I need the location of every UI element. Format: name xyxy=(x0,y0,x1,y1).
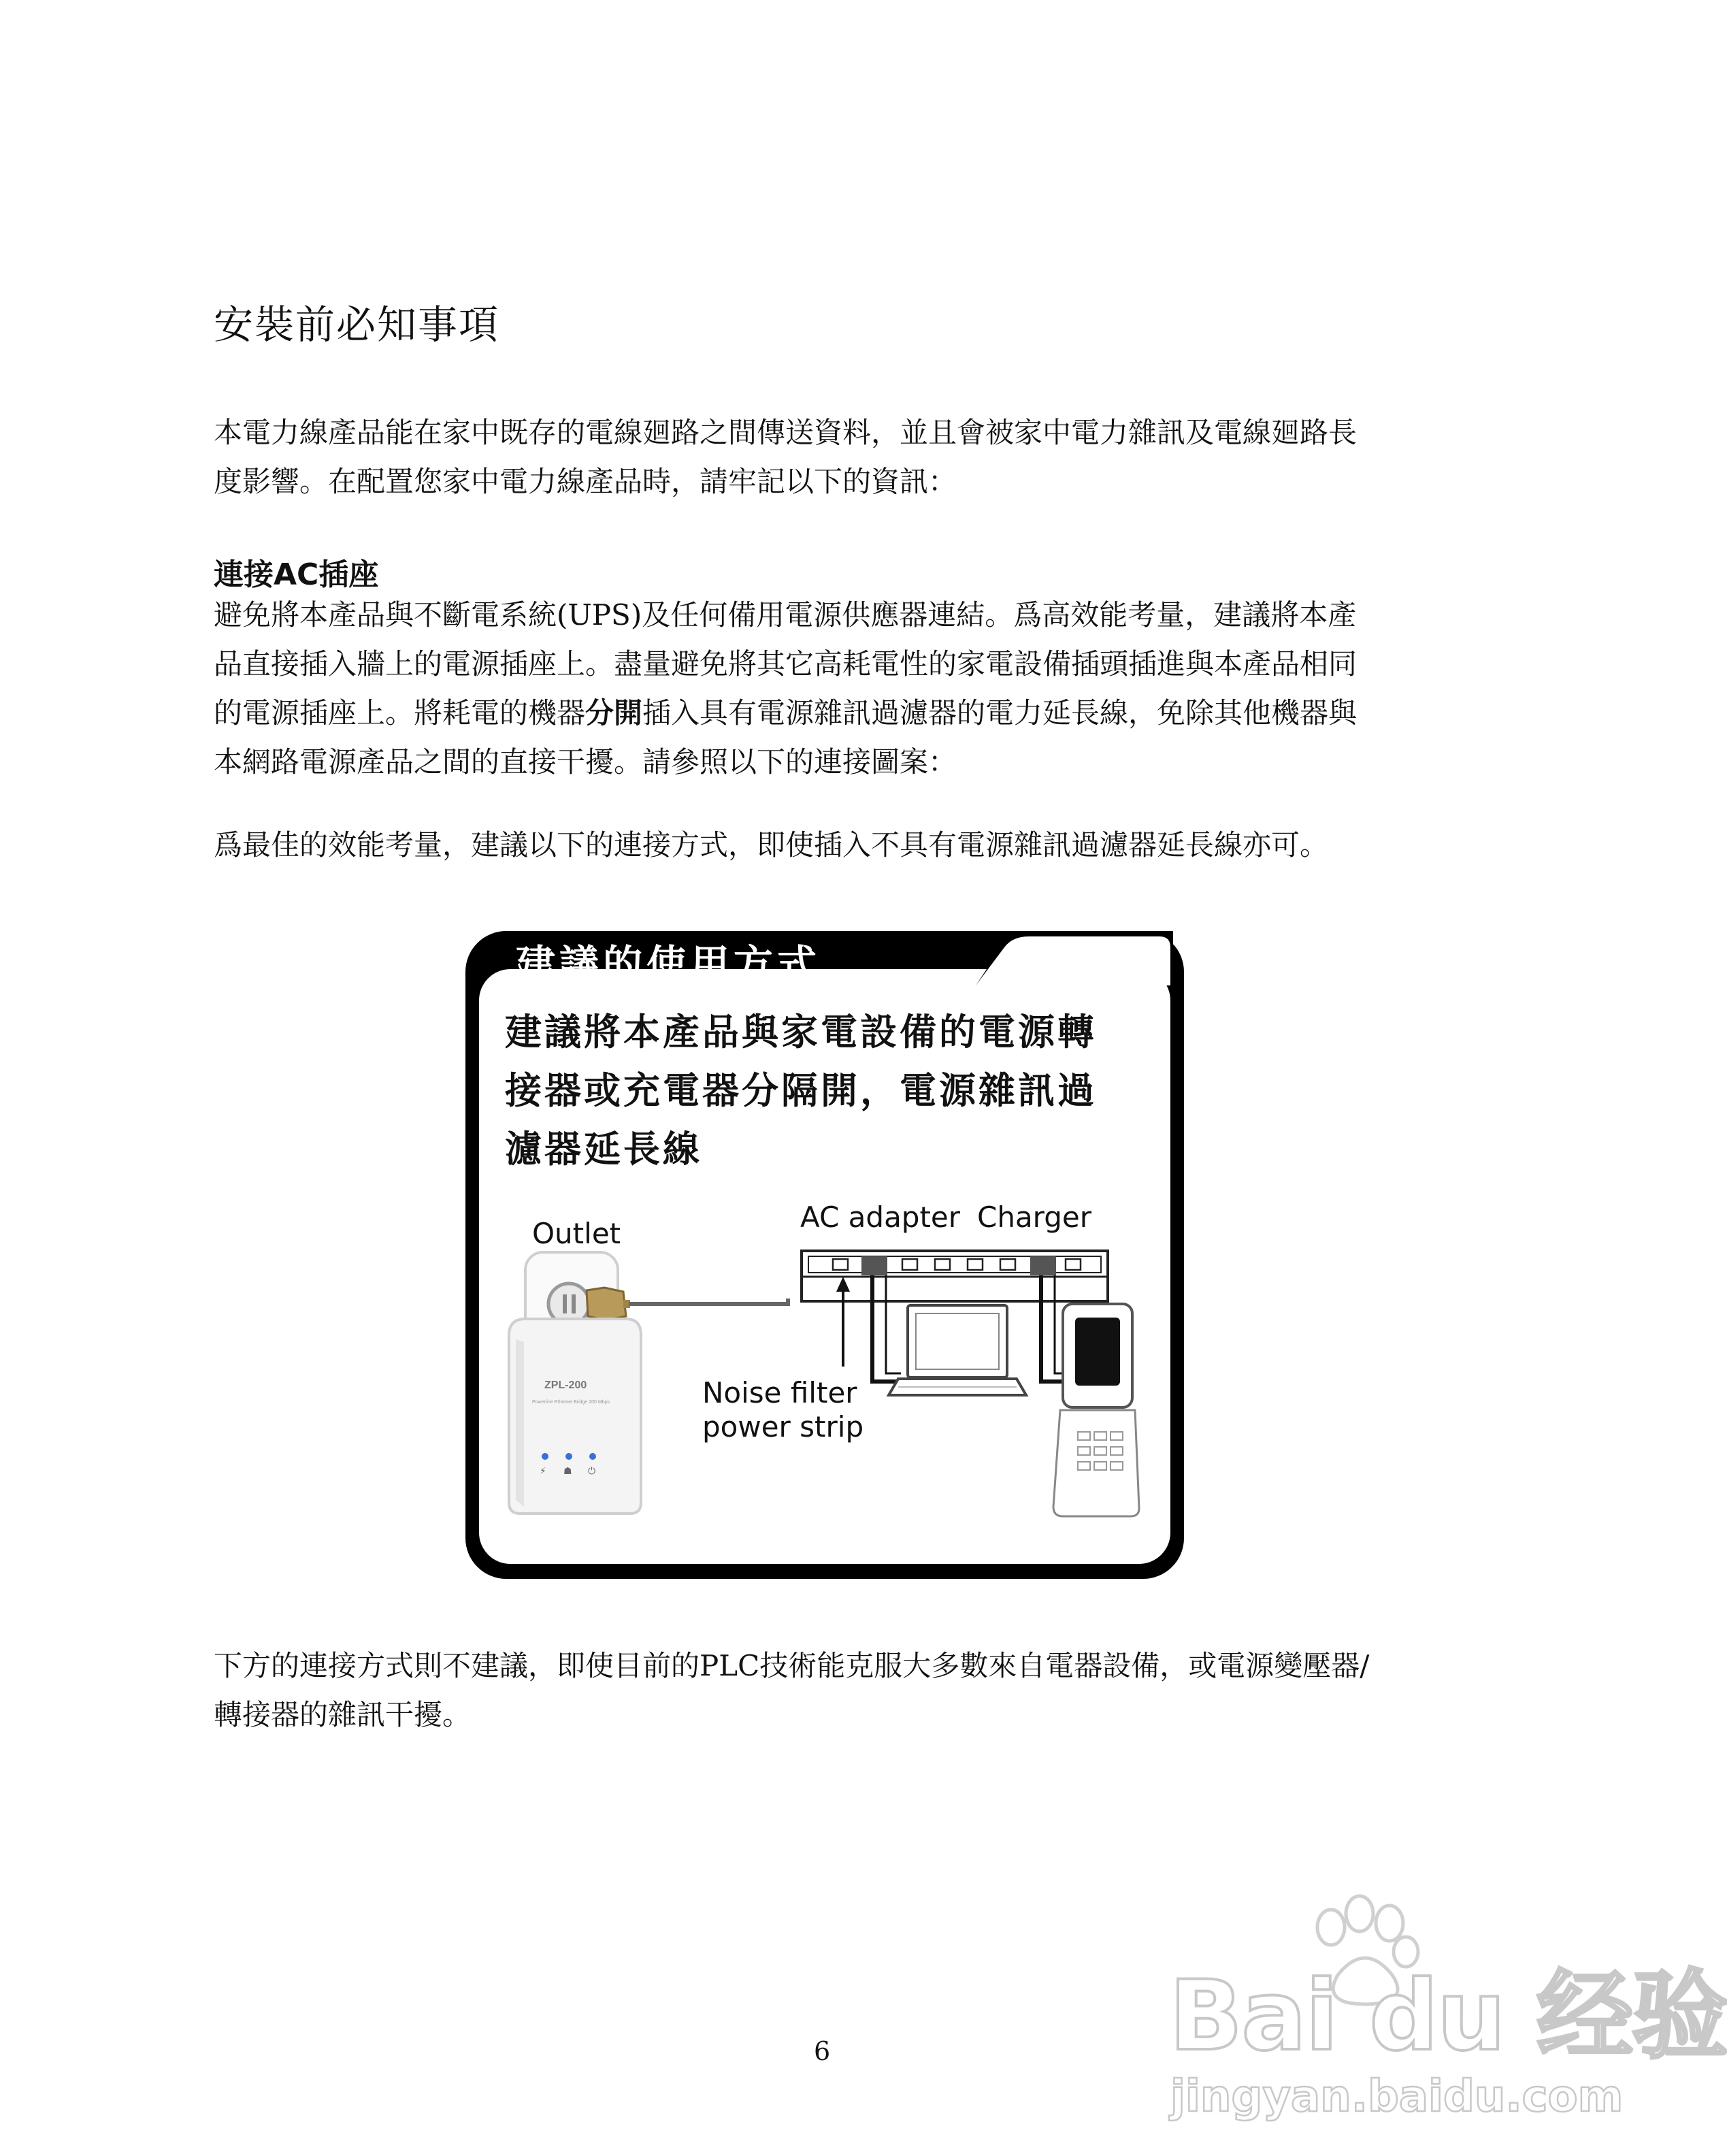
recommended-usage-figure xyxy=(465,931,1184,1579)
watermark-url: jingyan.baidu.com xyxy=(1170,2072,1624,2122)
power-cord xyxy=(629,1298,788,1304)
section-body-line-4: 本網路電源產品之間的直接干擾。請參照以下的連接圖案： xyxy=(214,745,957,779)
ac-adapter-plug xyxy=(861,1256,887,1275)
svg-text:☗: ☗ xyxy=(563,1466,572,1477)
section-body-line-3-b: 插入具有電源雜訊過濾器的電力延長線，免除其他機器與 xyxy=(642,696,1358,730)
intro-line-2: 度影響。在配置您家中電力線產品時，請牢記以下的資訊： xyxy=(214,465,957,498)
section-body-line-3 xyxy=(214,689,1459,738)
figure-desc-line-2: 接器或充電器分隔開，電源雜訊過 xyxy=(505,1069,1097,1112)
page-title: 安裝前必知事項 xyxy=(214,301,500,348)
section-body-line-1: 避免將本產品與不斷電系統(UPS)及任何備用電源供應器連結。爲高效能考量，建議將本產 xyxy=(214,598,1357,632)
bottom-note-line-1: 下方的連接方式則不建議，即使目前的PLC技術能克服大多數來自電器設備，或電源變壓器/ xyxy=(214,1649,1370,1682)
charger-label: Charger xyxy=(977,1200,1091,1234)
ac-adapter-label: AC adapter xyxy=(800,1200,961,1234)
led-3-icon xyxy=(589,1453,596,1460)
emphasis-separate: 分開 xyxy=(585,696,643,730)
figure-desc-line-1: 建議將本產品與家電設備的電源轉 xyxy=(505,1011,1097,1054)
laptop-icon xyxy=(889,1305,1026,1395)
section-body-line-3-a: 的電源插座上。將耗電的機器 xyxy=(214,696,586,730)
led-2-icon xyxy=(565,1453,572,1460)
power-strip-icon xyxy=(802,1251,1108,1301)
bottom-note-line-2: 轉接器的雜訊干擾。 xyxy=(214,1698,472,1731)
figure-desc-line-3: 濾器延長線 xyxy=(505,1128,702,1171)
device-model-text: ZPL-200 xyxy=(544,1379,587,1391)
page-number: 6 xyxy=(814,2036,831,2066)
svg-text:⏻: ⏻ xyxy=(588,1466,596,1477)
led-1-icon xyxy=(542,1453,548,1460)
intro-line-1: 本電力線產品能在家中既存的電線廻路之間傳送資料，並且會被家中電力雜訊及電線廻路長 xyxy=(214,416,1358,449)
power-plug-icon xyxy=(587,1288,630,1320)
power-strip-label: power strip xyxy=(702,1410,864,1443)
noise-filter-label: Noise filter xyxy=(702,1376,857,1409)
section-heading: 連接AC插座 xyxy=(214,557,379,592)
recommend-note: 爲最佳的效能考量，建議以下的連接方式，即使插入不具有電源雜訊過濾器延長線亦可。 xyxy=(214,828,1329,862)
section-body-line-2: 品直接插入牆上的電源插座上。盡量避免將其它高耗電性的家電設備插頭插進與本產品相同 xyxy=(214,647,1358,681)
arrow-up-icon xyxy=(836,1277,850,1367)
outlet-label: Outlet xyxy=(532,1217,621,1250)
connection-diagram xyxy=(465,931,1184,1579)
watermark-brand: Bai du 经验 xyxy=(1169,1960,1727,2072)
device-subtitle-text: Powerline Ethernet Bridge 200 Mbps xyxy=(532,1400,610,1405)
powerline-adapter-device xyxy=(509,1319,641,1514)
mobile-phone-icon xyxy=(1053,1304,1139,1516)
figure-tab-title: 建議的使用方式 xyxy=(516,941,821,987)
charger-plug xyxy=(1030,1256,1056,1275)
svg-text:⚡: ⚡ xyxy=(540,1466,546,1477)
